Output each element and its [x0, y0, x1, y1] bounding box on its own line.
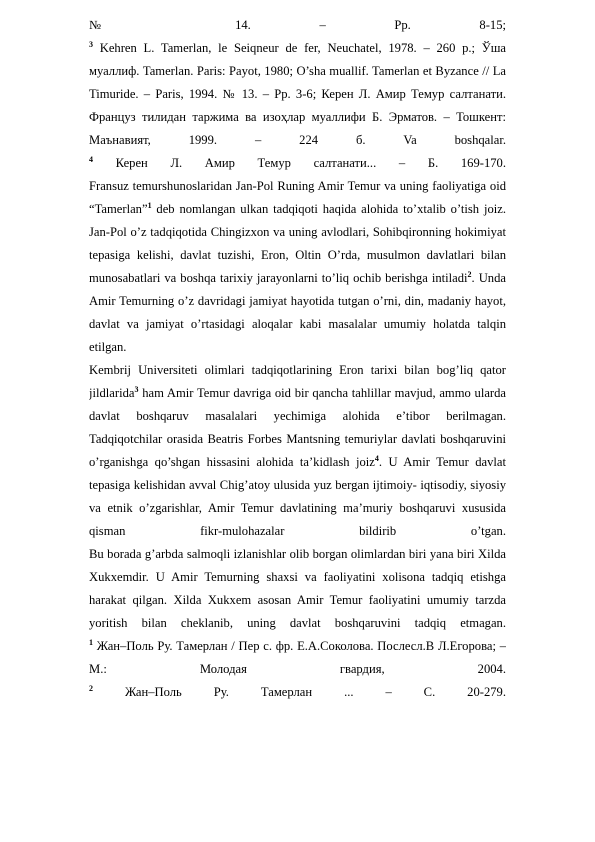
text-line: davlat boshqaruv masalalari yechimiga alohida e’tibor berilmagan. [89, 409, 506, 423]
text-line: муаллиф. Tamerlan. Paris: Payot, 1980; O’sha muallif. Tamerlan et Byzance // La [89, 64, 506, 78]
text-line: Француз тилидан таржима ва изоҳлар муаллифи Б. Эрматов. – Тошкент: [89, 110, 506, 124]
text-line: o’rganishga qo’shgan hissasini alohida ta’kidlash joiz$^4$. U Amir Temur davlat [89, 454, 506, 469]
text-line: Timuride. – Paris, 1994. № 13. – Pp. 3-6; Керен Л. Амир Темур салтанати. [89, 87, 506, 101]
text-line: Bu borada g’arbda salmoqli izlanishlar olib borgan olimlardan biri yana biri Xilda [89, 547, 506, 561]
text-line: Tadqiqotchilar orasida Beatris Forbes Mantsning temuriylar davlati boshqaruvini [89, 432, 506, 446]
footnote-ref: 3 [134, 385, 139, 394]
text-line: Kembrij Universiteti olimlari tadqiqotlarining Eron tarixi bilan bog’liq qator [89, 363, 506, 377]
text-line: tepasiga kelishidan avval Chig’atoy ulusida yuz bergan ijtimoiy- iqtisodiy, siyosiy [89, 478, 506, 492]
text-line: № 14. – Pp. 8-15; [89, 18, 506, 32]
footnote-line: $^2$ Жан–Поль Ру. Тамерлан ... – С. 20-279. [89, 684, 506, 699]
text-line: Jan-Pol o’z tadqiqotida Chingizxon va uning avlodlari, Sohibqironning hokimiyat [89, 225, 506, 239]
text-line: munosabatlari va boshqa tarixiy jarayonlarni to’liq ochib berishga intiladi$^2$. Unda [89, 270, 506, 285]
text-line: harakat qilgan. Xilda Xukxem asosan Amir Temur faoliyatini umumiy tarzda [89, 593, 506, 607]
footnote-line: $^4$ Керен Л. Амир Темур салтанати... – Б. 169-170. [89, 155, 506, 170]
footnote-line: М.: Молодая гвардия, 2004. [89, 662, 506, 676]
text-line: davlat va jamiyat o’rtasidagi aloqalar kabi masalalar umumiy holatda talqin [89, 317, 506, 331]
footnote-marker: 4 [89, 155, 93, 164]
text-line: va etnik o’zgarishlar, Amir Temur davlatining ma’muriy boshqaruvi xususida [89, 501, 506, 515]
text-line: Amir Temurning o’z davridagi jamiyat hayotida tutgan o’rni, din, madaniy hayot, [89, 294, 506, 308]
footnote-ref: 1 [147, 201, 152, 210]
text-line: Маънавият, 1999. – 224 б. Va boshqalar. [89, 133, 506, 147]
text-line: yoritish bilan cheklanib, uning davlat boshqaruvini tadqiq etmagan. [89, 616, 506, 630]
footnote-line: $^1$ Жан–Поль Ру. Тамерлан / Пер с. фр. Е.А.Соколова. Послесл.В Л.Егорова; – [89, 638, 506, 653]
text-line: Fransuz temurshunoslaridan Jan-Pol Runing Amir Temur va uning faoliyatiga oid [89, 179, 506, 193]
footnote-ref: 2 [467, 270, 472, 279]
text-line: etilgan. [89, 340, 127, 354]
text-line: tepasiga kelishi, davlat tuzishi, Eron, Oltin O’rda, musulmon davlatlari bilan [89, 248, 506, 262]
text-line: Xukxemdir. U Amir Temurning shaxsi va faoliyatini xolisona tadqiq etishga [89, 570, 506, 584]
footnote-ref: 4 [374, 454, 379, 463]
text-line: “Tamerlan”$^1$ deb nomlangan ulkan tadqiqoti haqida alohida to’xtalib o’tish joiz. [89, 201, 506, 216]
footnote-marker: 2 [89, 684, 93, 693]
text-line: jildlarida$^3$ ham Amir Temur davriga oid bir qancha tahlillar mavjud, ammo ularda [89, 385, 506, 400]
footnote-marker: 3 [89, 40, 93, 49]
footnote-line: $^3$ Kehren L. Tamerlan, le Seiqneur de fer, Neuchatel, 1978. – 260 p.; Ўша [89, 40, 506, 55]
footnote-marker: 1 [89, 638, 93, 647]
text-line: qisman fikr-mulohazalar bildirib o’tgan. [89, 524, 506, 538]
